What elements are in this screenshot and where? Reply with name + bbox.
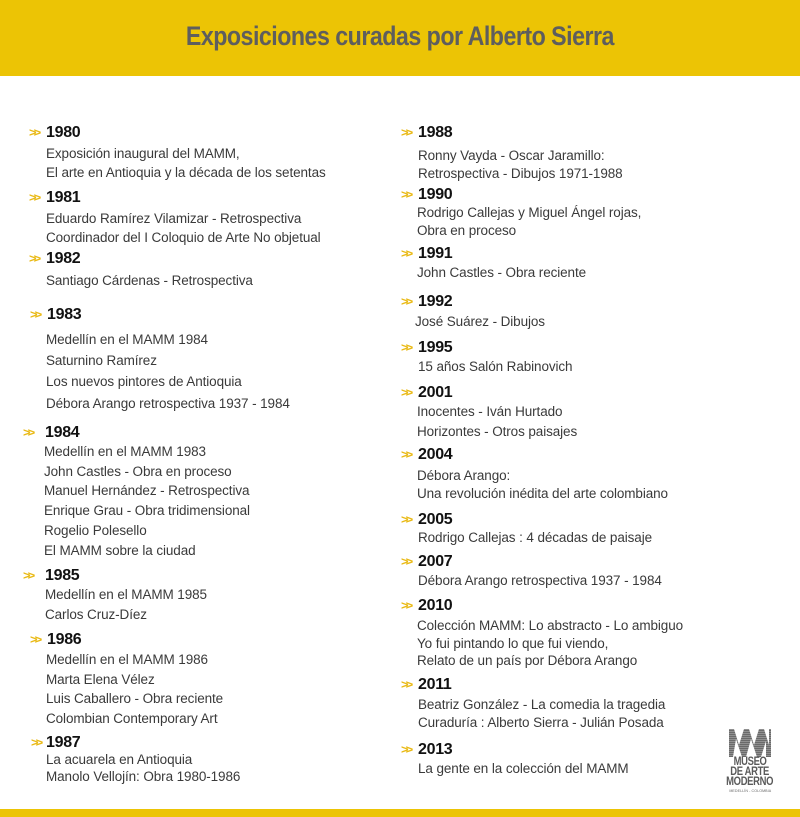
exhibition-item: Coordinador del I Coloquio de Arte No objetual bbox=[46, 230, 321, 245]
timeline-entry-2010 bbox=[401, 597, 683, 670]
year-label: 2011 bbox=[418, 676, 452, 693]
timeline-entry-1987 bbox=[31, 734, 240, 785]
double-chevron-right-icon: >> bbox=[401, 742, 411, 757]
double-chevron-right-icon: >> bbox=[29, 125, 39, 140]
double-chevron-right-icon: >> bbox=[30, 632, 40, 647]
footer-bar bbox=[0, 809, 800, 817]
timeline-entry-2013 bbox=[401, 741, 629, 778]
year-label: 1984 bbox=[45, 424, 80, 441]
double-chevron-right-icon: >> bbox=[401, 340, 411, 355]
timeline-entry-2011 bbox=[401, 676, 665, 732]
exhibition-item: Rodrigo Callejas y Miguel Ángel rojas, bbox=[417, 205, 642, 220]
exhibition-item: Colombian Contemporary Art bbox=[46, 711, 218, 726]
logo-subtitle: MEDELLÍN - COLOMBIA bbox=[729, 788, 771, 793]
double-chevron-right-icon: >> bbox=[29, 251, 39, 266]
year-label: 2010 bbox=[418, 597, 453, 614]
header-banner bbox=[0, 0, 800, 76]
timeline-entry-2005 bbox=[401, 511, 652, 547]
timeline-entry-1986 bbox=[30, 631, 223, 729]
year-label: 1986 bbox=[47, 631, 82, 648]
logo-text-line2: DE ARTE bbox=[730, 766, 770, 778]
exhibition-item: Débora Arango retrospectiva 1937 - 1984 bbox=[418, 573, 662, 588]
year-label: 2013 bbox=[418, 741, 453, 758]
exhibition-item: Exposición inaugural del MAMM, bbox=[46, 146, 240, 161]
page-title: Exposiciones curadas por Alberto Sierra bbox=[185, 20, 615, 51]
timeline-entry-2001 bbox=[401, 384, 577, 442]
mamm-logo-mark-icon bbox=[728, 727, 772, 757]
logo-text-line1: MUSEO bbox=[733, 756, 767, 768]
year-label: 2005 bbox=[418, 511, 453, 528]
exhibition-item: Los nuevos pintores de Antioquia bbox=[46, 374, 242, 389]
exhibition-item: Marta Elena Vélez bbox=[46, 671, 155, 687]
museum-logo bbox=[722, 727, 778, 799]
exhibition-item: Retrospectiva - Dibujos 1971-1988 bbox=[418, 166, 623, 181]
exhibition-item: Una revolución inédita del arte colombiano bbox=[417, 486, 668, 501]
exhibition-item: Débora Arango retrospectiva 1937 - 1984 bbox=[46, 396, 290, 411]
double-chevron-right-icon: >> bbox=[401, 294, 411, 309]
exhibition-item: Luis Caballero - Obra reciente bbox=[46, 691, 224, 706]
double-chevron-right-icon: >> bbox=[401, 512, 411, 527]
exhibition-item: Ronny Vayda - Oscar Jaramillo: bbox=[418, 148, 605, 163]
year-label: 1991 bbox=[418, 245, 453, 262]
year-label: 2004 bbox=[418, 446, 453, 463]
double-chevron-right-icon: >> bbox=[30, 307, 40, 322]
exhibition-item: Enrique Grau - Obra tridimensional bbox=[44, 503, 250, 518]
year-label: 1995 bbox=[418, 339, 453, 356]
timeline-entry-1988 bbox=[401, 124, 623, 183]
timeline-entry-1981 bbox=[29, 189, 321, 247]
year-label: 1987 bbox=[46, 734, 81, 751]
year-label: 1983 bbox=[47, 306, 82, 323]
year-label: 1981 bbox=[46, 189, 81, 206]
exhibition-item: José Suárez - Dibujos bbox=[415, 314, 545, 329]
exhibition-item: Santiago Cárdenas - Retrospectiva bbox=[46, 273, 253, 288]
double-chevron-right-icon: >> bbox=[401, 554, 411, 569]
year-label: 1982 bbox=[46, 250, 81, 267]
exhibition-item: Relato de un país por Débora Arango bbox=[417, 653, 638, 668]
exhibition-item: Saturnino Ramírez bbox=[46, 353, 157, 368]
timeline-entry-1991 bbox=[401, 245, 586, 282]
exhibition-item: Manolo Vellojín: Obra 1980-1986 bbox=[46, 769, 241, 784]
double-chevron-right-icon: >> bbox=[23, 568, 33, 583]
exhibition-item: El MAMM sobre la ciudad bbox=[44, 543, 196, 558]
exhibition-item: Carlos Cruz-Díez bbox=[45, 607, 147, 622]
timeline-entry-1985 bbox=[23, 567, 207, 626]
exhibition-item: Yo fui pintando lo que fui viendo, bbox=[417, 635, 609, 651]
double-chevron-right-icon: >> bbox=[401, 598, 411, 613]
year-label: 1990 bbox=[418, 186, 453, 203]
timeline-entry-1982 bbox=[29, 250, 253, 290]
exhibition-item: La acuarela en Antioquia bbox=[46, 752, 193, 767]
exhibition-item: Beatriz González - La comedia la tragedia bbox=[418, 697, 666, 712]
timeline-entry-2004 bbox=[401, 446, 668, 503]
exhibition-item: Obra en proceso bbox=[417, 223, 517, 238]
timeline-entry-1995 bbox=[401, 339, 572, 376]
exhibition-item: La gente en la colección del MAMM bbox=[418, 761, 629, 776]
timeline-entry-1980 bbox=[29, 124, 326, 182]
exhibition-item: El arte en Antioquia y la década de los setentas bbox=[46, 165, 326, 180]
double-chevron-right-icon: >> bbox=[29, 190, 39, 205]
exhibition-item: Manuel Hernández - Retrospectiva bbox=[44, 483, 250, 498]
exhibition-item: Colección MAMM: Lo abstracto - Lo ambiguo bbox=[417, 618, 684, 633]
timeline-entry-1992 bbox=[401, 293, 545, 331]
timeline-entry-1990 bbox=[401, 186, 641, 240]
double-chevron-right-icon: >> bbox=[401, 385, 411, 400]
double-chevron-right-icon: >> bbox=[23, 425, 33, 440]
exhibition-item: Rodrigo Callejas : 4 décadas de paisaje bbox=[418, 530, 652, 545]
year-label: 1980 bbox=[46, 124, 81, 141]
exhibition-item: Horizontes - Otros paisajes bbox=[417, 424, 578, 439]
timeline-entry-1983 bbox=[30, 306, 290, 415]
exhibition-item: Curaduría : Alberto Sierra - Julián Posada bbox=[418, 715, 664, 730]
exhibition-item: Medellín en el MAMM 1986 bbox=[46, 652, 208, 667]
exhibition-item: Débora Arango: bbox=[417, 468, 511, 483]
exhibition-item: Inocentes - Iván Hurtado bbox=[417, 404, 563, 419]
timeline-entry-2007 bbox=[401, 553, 662, 590]
exhibition-item: Medellín en el MAMM 1983 bbox=[44, 444, 206, 459]
year-label: 1985 bbox=[45, 567, 80, 584]
double-chevron-right-icon: >> bbox=[401, 246, 411, 261]
exhibition-item: Eduardo Ramírez Vilamizar - Retrospectiva bbox=[46, 211, 302, 226]
double-chevron-right-icon: >> bbox=[401, 447, 411, 462]
exhibition-item: Medellín en el MAMM 1985 bbox=[45, 587, 207, 602]
year-label: 1988 bbox=[418, 124, 453, 141]
double-chevron-right-icon: >> bbox=[401, 677, 411, 692]
year-label: 2001 bbox=[418, 384, 453, 401]
timeline-entry-1984 bbox=[23, 424, 250, 560]
year-label: 2007 bbox=[418, 553, 453, 570]
exhibition-item: Rogelio Polesello bbox=[44, 523, 147, 538]
exhibition-item: Medellín en el MAMM 1984 bbox=[46, 332, 208, 347]
double-chevron-right-icon: >> bbox=[31, 735, 41, 750]
exhibition-item: John Castles - Obra reciente bbox=[417, 265, 587, 280]
logo-text-line3: MODERNO bbox=[726, 776, 774, 788]
double-chevron-right-icon: >> bbox=[401, 125, 411, 140]
year-label: 1992 bbox=[418, 293, 453, 310]
double-chevron-right-icon: >> bbox=[401, 187, 411, 202]
exhibition-item: 15 años Salón Rabinovich bbox=[418, 359, 573, 374]
exhibition-item: John Castles - Obra en proceso bbox=[44, 463, 232, 479]
